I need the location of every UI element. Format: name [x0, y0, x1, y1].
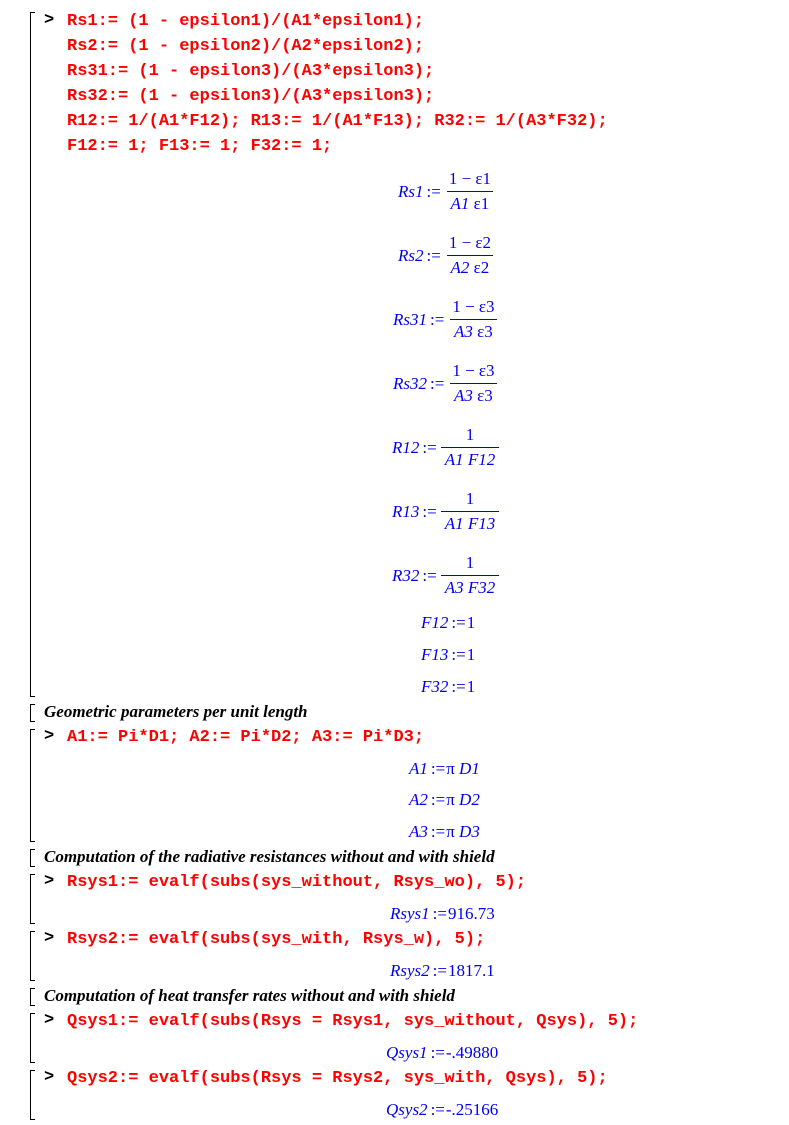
- assign-operator: :=: [430, 790, 446, 809]
- output-lhs: Qsys1: [386, 1043, 428, 1062]
- output-f32: [421, 677, 475, 697]
- output-r12: [392, 426, 499, 469]
- output-rs2: [398, 234, 495, 277]
- output-a2: [409, 790, 480, 810]
- assign-operator: :=: [422, 565, 437, 585]
- output-lhs: R13: [392, 501, 420, 521]
- output-rhs: 1: [466, 677, 476, 696]
- group-bracket[interactable]: [30, 12, 35, 697]
- group-bracket[interactable]: [30, 1013, 35, 1063]
- output-lhs: Rs31: [393, 309, 427, 329]
- fraction: [441, 490, 500, 533]
- denominator: [447, 255, 494, 277]
- output-lhs: Rs1: [398, 181, 424, 201]
- input-line[interactable]: Rs2:= (1 - epsilon2)/(A2*epsilon2);: [67, 37, 425, 56]
- fraction: [448, 362, 498, 405]
- denominator-var: A1: [450, 194, 470, 213]
- output-rhs: 1817.1: [447, 961, 495, 980]
- fraction: [445, 170, 495, 213]
- assign-operator: :=: [451, 677, 466, 696]
- group-bracket[interactable]: [30, 874, 35, 924]
- numerator: 1 − ε3: [452, 297, 495, 316]
- group-bracket[interactable]: [30, 704, 35, 722]
- numerator: 1 − ε3: [452, 361, 495, 380]
- input-line[interactable]: Qsys1:= evalf(subs(Rsys = Rsys1, sys_without, Qsys), 5);: [67, 1012, 639, 1031]
- numerator: 1 − ε1: [448, 169, 492, 188]
- output-rsys2: [390, 961, 495, 981]
- prompt-marker: >: [44, 872, 55, 891]
- output-lhs: Rsys1: [390, 904, 430, 923]
- numerator: 1: [465, 553, 475, 572]
- pi-symbol: π: [446, 759, 455, 778]
- output-rhs: 1: [466, 613, 476, 632]
- output-rhs: 916.73: [447, 904, 495, 923]
- prompt-marker: >: [44, 1011, 55, 1030]
- output-rs1: [398, 170, 495, 213]
- output-lhs: F13: [421, 645, 449, 664]
- assign-operator: :=: [422, 501, 437, 521]
- section-text: Geometric parameters per unit length: [44, 702, 308, 721]
- output-rsys1: [390, 904, 495, 924]
- output-qsys1: [386, 1043, 498, 1063]
- assign-operator: :=: [432, 904, 447, 923]
- input-line[interactable]: Rsys1:= evalf(subs(sys_without, Rsys_wo), 5);: [67, 873, 527, 892]
- output-lhs: Rs32: [393, 373, 427, 393]
- denominator: [447, 191, 494, 213]
- assign-operator: :=: [430, 822, 446, 841]
- fraction: [448, 298, 498, 341]
- group-bracket[interactable]: [30, 729, 35, 842]
- input-line[interactable]: Rs31:= (1 - epsilon3)/(A3*epsilon3);: [67, 62, 435, 81]
- prompt-marker: >: [44, 727, 55, 746]
- assign-operator: :=: [451, 613, 466, 632]
- denominator-var: A3: [454, 386, 473, 405]
- assign-operator: :=: [432, 961, 447, 980]
- denominator: A1 F12: [441, 447, 500, 469]
- output-var: D2: [459, 790, 480, 809]
- output-lhs: F12: [421, 613, 449, 632]
- output-lhs: A1: [409, 759, 428, 778]
- numerator: 1 − ε2: [448, 233, 492, 252]
- output-rhs: -.25166: [445, 1100, 499, 1119]
- assign-operator: :=: [430, 1100, 445, 1119]
- group-bracket[interactable]: [30, 988, 35, 1006]
- group-bracket[interactable]: [30, 1070, 35, 1120]
- output-rs32: [393, 362, 499, 405]
- output-rhs: 1: [466, 645, 476, 664]
- output-lhs: A3: [409, 822, 428, 841]
- output-lhs: Rsys2: [390, 961, 430, 980]
- denominator: [450, 383, 497, 405]
- input-line[interactable]: Qsys2:= evalf(subs(Rsys = Rsys2, sys_with, Qsys), 5);: [67, 1069, 608, 1088]
- output-lhs: R12: [392, 437, 420, 457]
- output-f12: [421, 613, 475, 633]
- fraction: [441, 426, 500, 469]
- denominator-rest: ε2: [473, 258, 490, 277]
- output-rhs: -.49880: [445, 1043, 499, 1062]
- output-lhs: R32: [392, 565, 420, 585]
- output-var: D1: [459, 759, 480, 778]
- assign-operator: :=: [422, 437, 437, 457]
- input-line[interactable]: Rsys2:= evalf(subs(sys_with, Rsys_w), 5);: [67, 930, 486, 949]
- output-qsys2: [386, 1100, 498, 1120]
- input-line[interactable]: F12:= 1; F13:= 1; F32:= 1;: [67, 137, 333, 156]
- pi-symbol: π: [446, 790, 455, 809]
- numerator: 1: [465, 489, 475, 508]
- denominator-rest: ε3: [477, 322, 493, 341]
- prompt-marker: >: [44, 11, 55, 30]
- fraction: [445, 234, 495, 277]
- output-r13: [392, 490, 499, 533]
- assign-operator: :=: [430, 759, 446, 778]
- group-bracket[interactable]: [30, 849, 35, 867]
- denominator-rest: ε1: [473, 194, 490, 213]
- denominator: A3 F32: [441, 575, 500, 597]
- output-lhs: A2: [409, 790, 428, 809]
- assign-operator: :=: [451, 645, 466, 664]
- section-text: Computation of the radiative resistances without and with shield: [44, 847, 495, 866]
- denominator-rest: ε3: [477, 386, 493, 405]
- assign-operator: :=: [426, 245, 441, 265]
- denominator-var: A2: [450, 258, 470, 277]
- denominator: [450, 319, 497, 341]
- output-var: D3: [459, 822, 480, 841]
- section-text: Computation of heat transfer rates without and with shield: [44, 986, 455, 1005]
- group-bracket[interactable]: [30, 931, 35, 981]
- fraction: [441, 554, 500, 597]
- numerator: 1: [465, 425, 475, 444]
- input-line[interactable]: Rs1:= (1 - epsilon1)/(A1*epsilon1);: [67, 12, 425, 31]
- input-line[interactable]: R12:= 1/(A1*F12); R13:= 1/(A1*F13); R32:= 1/(A3*F32);: [67, 112, 608, 131]
- prompt-marker: >: [44, 1068, 55, 1087]
- output-a3: [409, 822, 480, 842]
- prompt-marker: >: [44, 929, 55, 948]
- denominator-var: A3: [454, 322, 473, 341]
- output-rs31: [393, 298, 499, 341]
- output-r32: [392, 554, 499, 597]
- denominator: A1 F13: [441, 511, 500, 533]
- output-lhs: Qsys2: [386, 1100, 428, 1119]
- assign-operator: :=: [430, 373, 445, 393]
- input-line[interactable]: Rs32:= (1 - epsilon3)/(A3*epsilon3);: [67, 87, 435, 106]
- pi-symbol: π: [446, 822, 455, 841]
- assign-operator: :=: [430, 1043, 445, 1062]
- output-a1: [409, 759, 480, 779]
- input-line[interactable]: A1:= Pi*D1; A2:= Pi*D2; A3:= Pi*D3;: [67, 728, 425, 747]
- assign-operator: :=: [430, 309, 445, 329]
- output-lhs: F32: [421, 677, 449, 696]
- output-lhs: Rs2: [398, 245, 424, 265]
- output-f13: [421, 645, 475, 665]
- assign-operator: :=: [426, 181, 441, 201]
